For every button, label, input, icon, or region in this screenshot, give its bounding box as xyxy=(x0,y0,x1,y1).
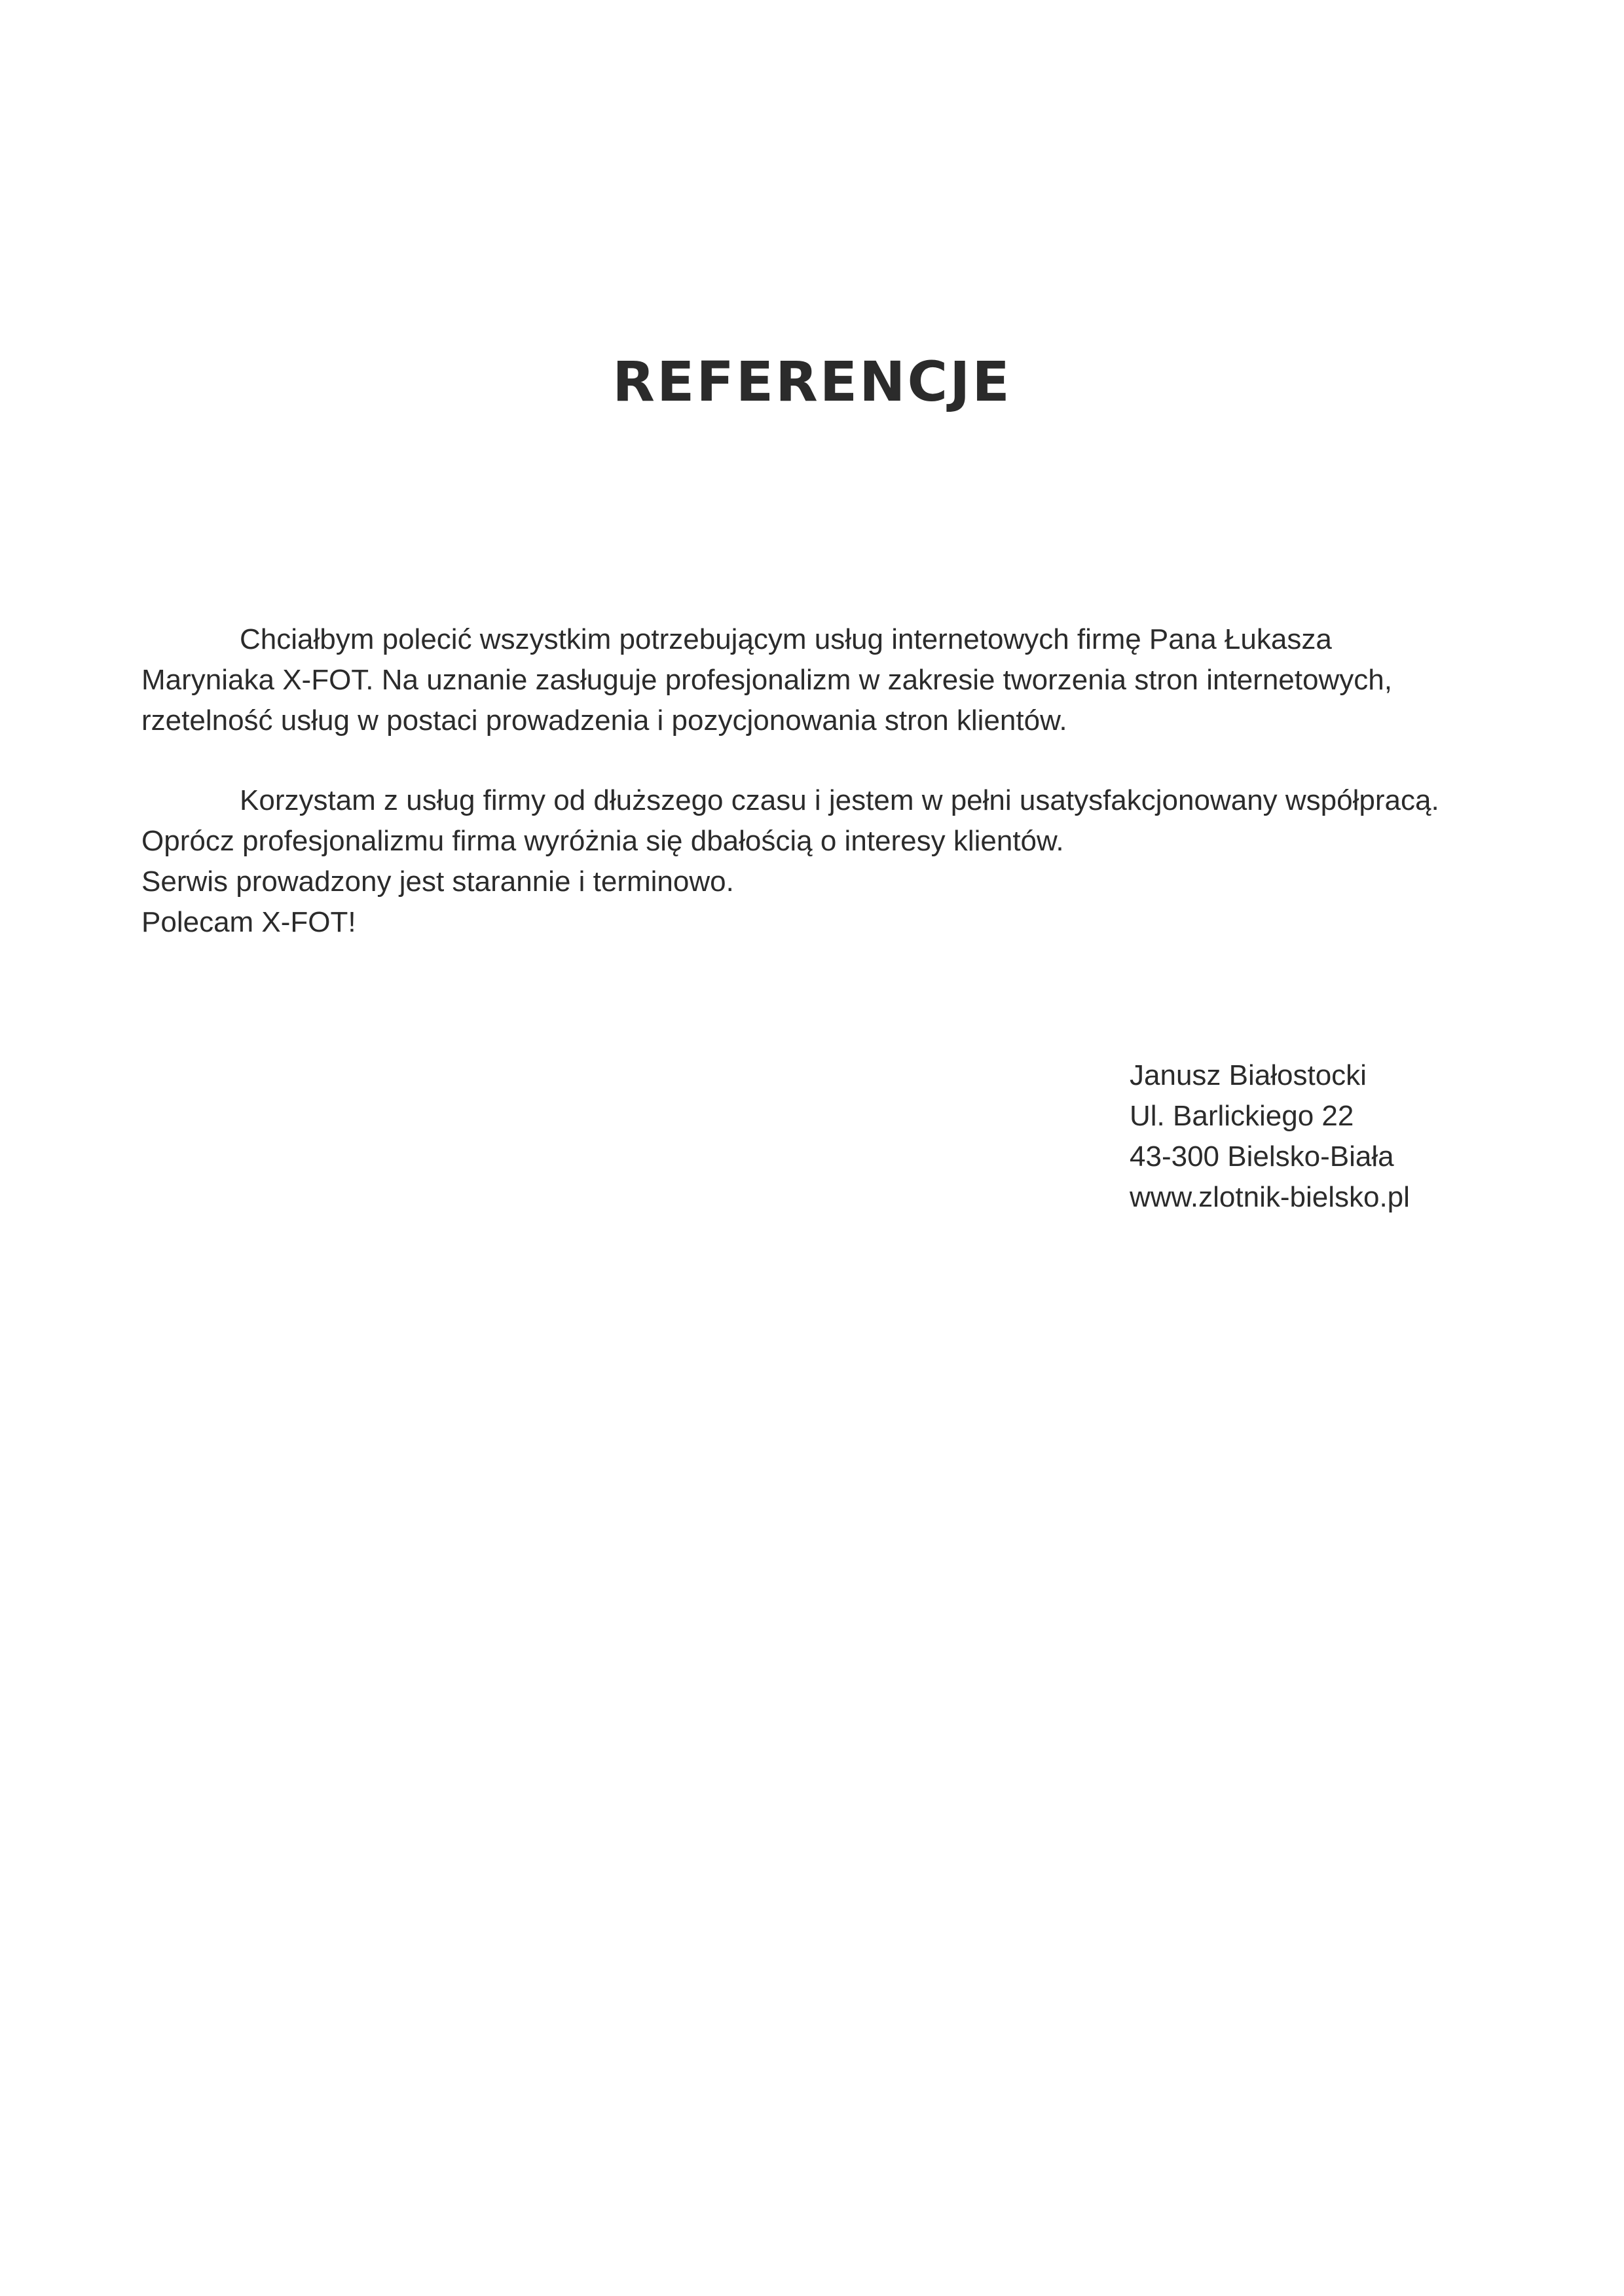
signature-website: www.zlotnik-bielsko.pl xyxy=(1130,1181,1410,1213)
paragraph-experience xyxy=(141,780,1517,943)
paragraph-line: Serwis prowadzony jest starannie i terminowo. xyxy=(141,866,734,898)
signature-name: Janusz Białostocki xyxy=(1130,1059,1367,1091)
paragraph-line: Oprócz profesjonalizmu firma wyróżnia się dbałością o interesy klientów. xyxy=(141,825,1064,857)
signature-city: 43-300 Bielsko-Biała xyxy=(1130,1140,1394,1173)
paragraph-line: Chciałbym polecić wszystkim potrzebującym usług internetowych firmę Pana Łukasza xyxy=(240,623,1332,655)
paragraph-line: Polecam X-FOT! xyxy=(141,906,356,938)
paragraph-line: rzetelność usług w postaci prowadzenia i pozycjonowania stron klientów. xyxy=(141,704,1067,737)
paragraph-line: Korzystam z usług firmy od dłuższego czasu i jestem w pełni usatysfakcjonowany współpracą. xyxy=(240,784,1439,816)
signature-block xyxy=(1130,1055,1410,1218)
document-title: REFERENCJE xyxy=(612,350,1012,414)
paragraph-recommendation xyxy=(141,619,1517,741)
signature-street: Ul. Barlickiego 22 xyxy=(1130,1100,1354,1132)
paragraph-line: Maryniaka X-FOT. Na uznanie zasługuje profesjonalizm w zakresie tworzenia stron internetowych, xyxy=(141,664,1392,696)
